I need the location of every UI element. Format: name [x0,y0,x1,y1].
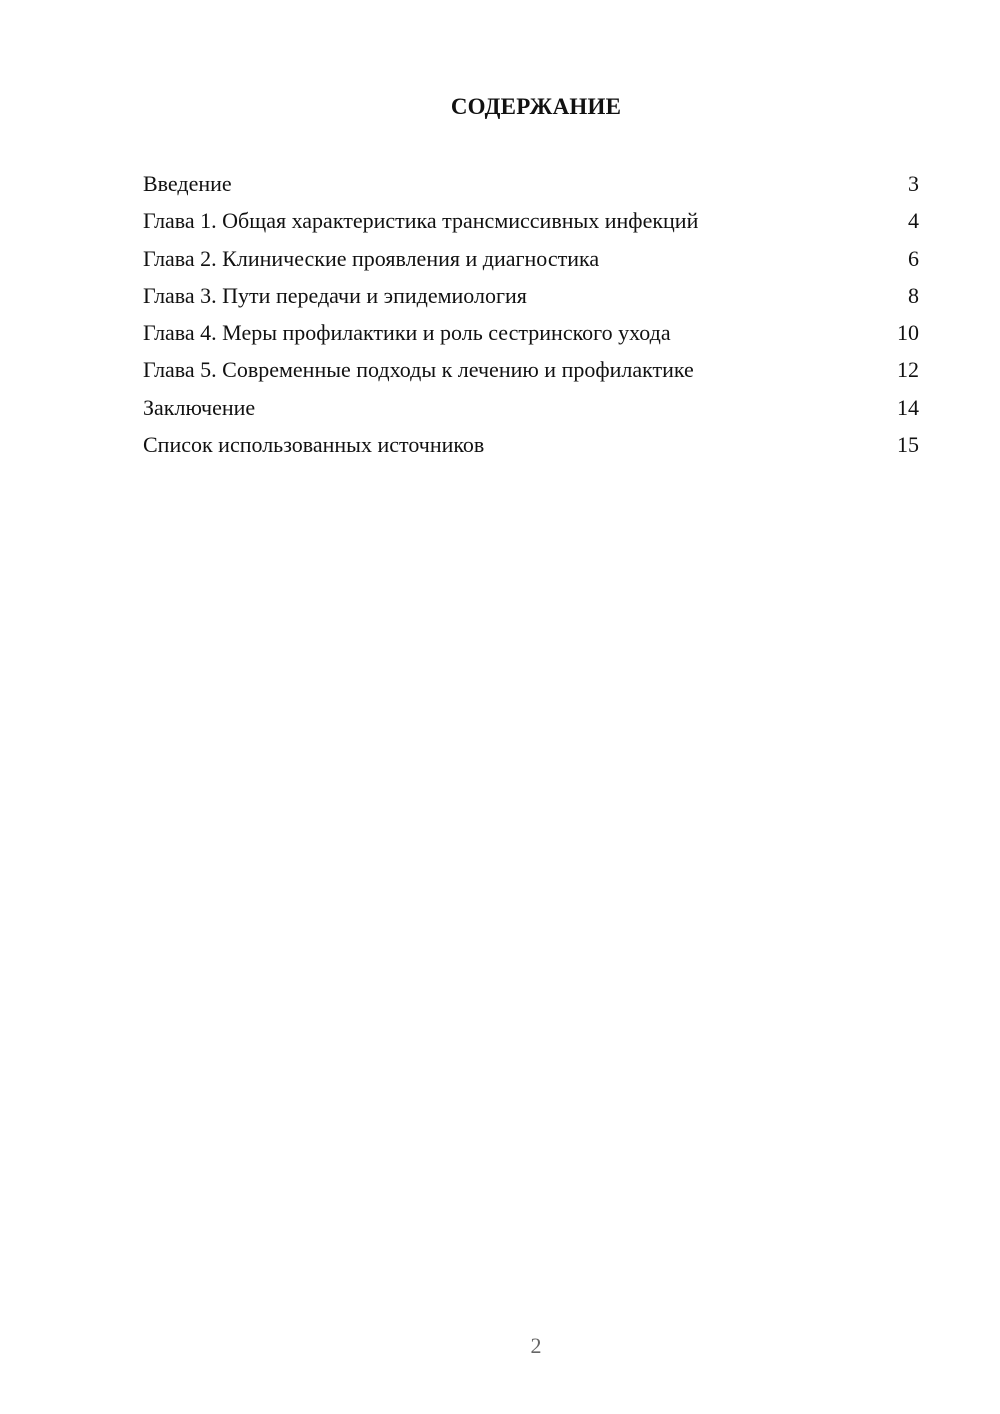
toc-entry-introduction[interactable] [143,169,919,206]
toc-entry-page: 8 [908,282,919,308]
toc-entry-page: 14 [897,394,919,420]
toc-entry-label: Глава 3. Пути передачи и эпидемиология [143,282,527,308]
toc-entry-references[interactable] [143,430,919,467]
toc-entry-chapter-1[interactable] [143,206,919,243]
toc-entry-chapter-5[interactable] [143,355,919,392]
toc-entry-conclusion[interactable] [143,393,919,430]
toc-entry-page: 10 [897,320,919,346]
toc-entry-page: 6 [908,245,919,271]
toc-entry-chapter-4[interactable] [143,318,919,355]
toc-entry-page: 15 [897,432,919,458]
toc-entry-chapter-2[interactable] [143,244,919,281]
toc-entry-label: Глава 2. Клинические проявления и диагностика [143,245,600,271]
toc-entry-chapter-3[interactable] [143,281,919,318]
toc-entry-label: Список использованных источников [143,432,485,458]
toc-entry-label: Введение [143,171,232,196]
toc-title: СОДЕРЖАНИЕ [450,94,622,119]
page-number: 2 [530,1333,542,1358]
toc-entry-label: Заключение [143,394,256,420]
table-of-contents [143,169,919,467]
toc-entry-page: 3 [908,171,919,196]
toc-entry-page: 12 [897,357,919,383]
toc-entry-label: Глава 1. Общая характеристика трансмиссивных инфекций [143,208,699,234]
toc-entry-page: 4 [908,208,919,234]
toc-entry-label: Глава 4. Меры профилактики и роль сестринского ухода [143,320,671,346]
toc-entry-label: Глава 5. Современные подходы к лечению и профилактике [143,357,694,383]
